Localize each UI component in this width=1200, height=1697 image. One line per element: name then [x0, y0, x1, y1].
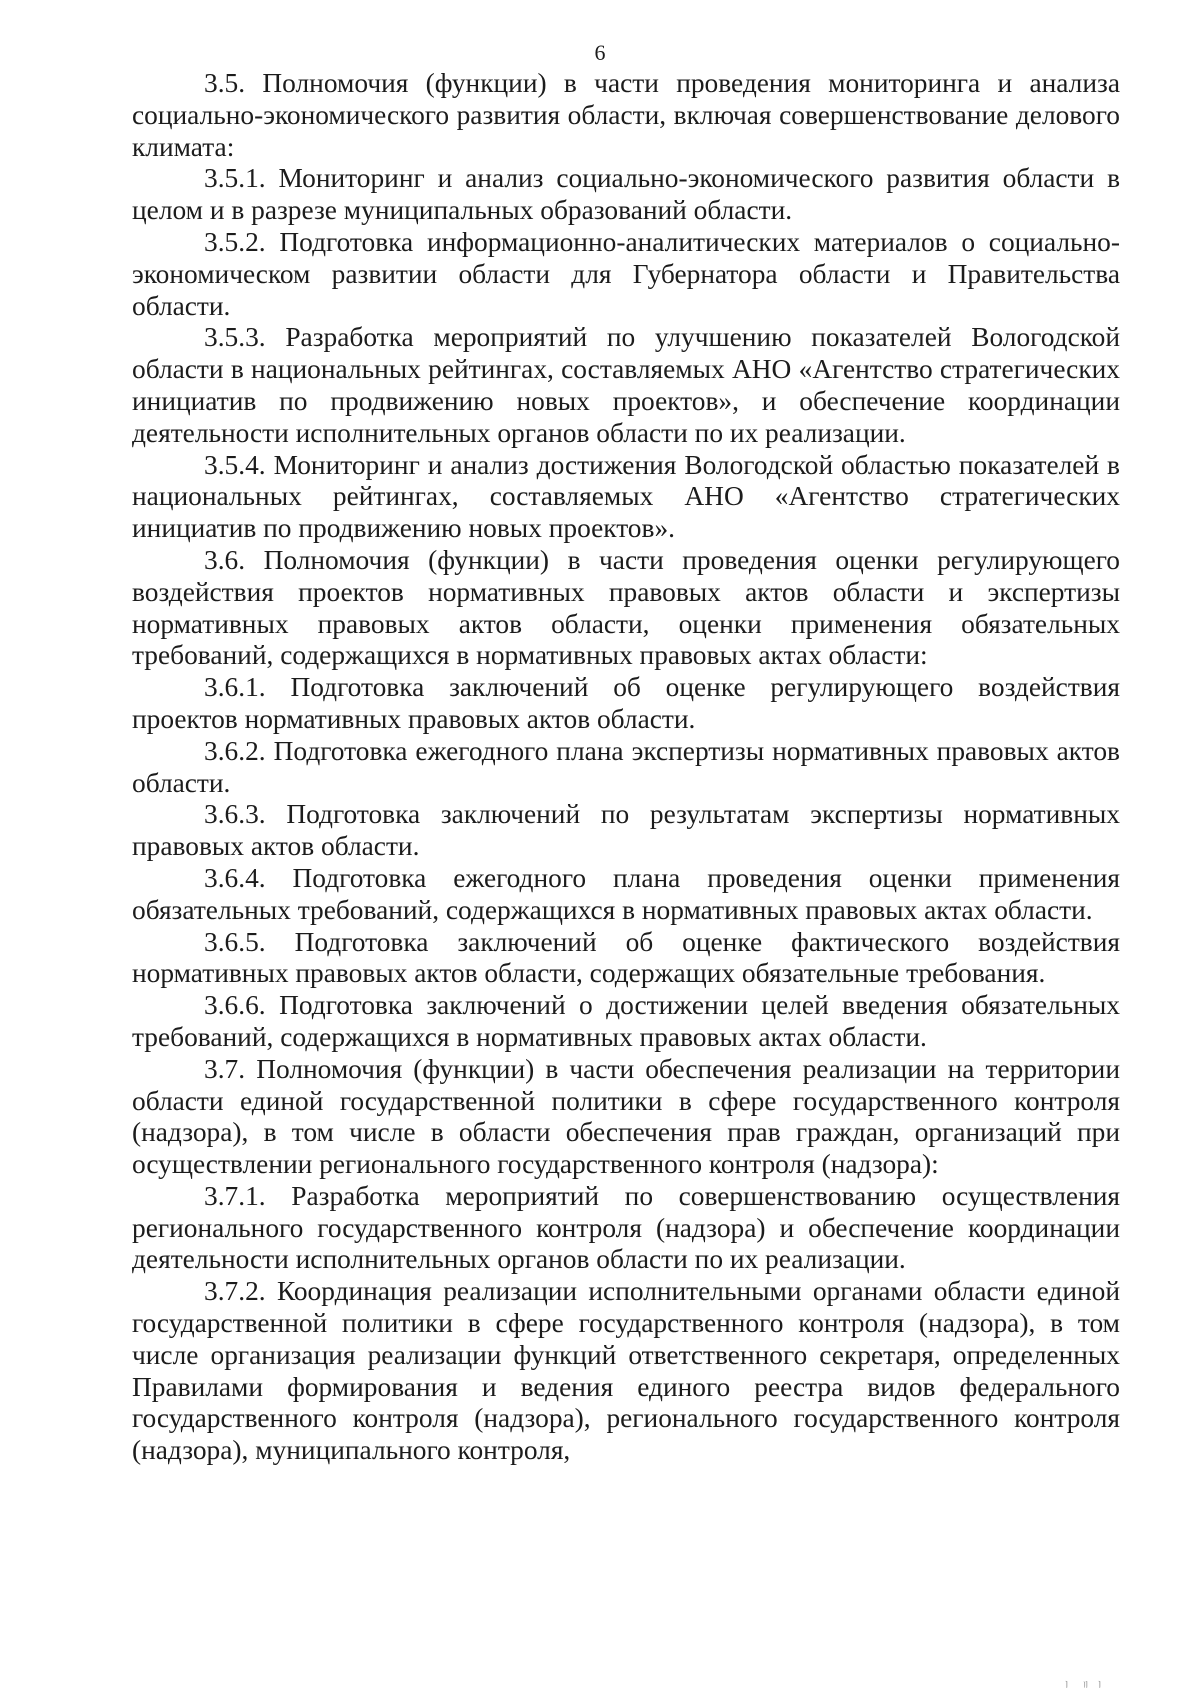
paragraph-3-7: 3.7. Полномочия (функции) в части обеспечения реализации на территории области единой государственной политики в сфере государственного контроля (надзора), в том числе в области обеспечения прав граждан, организаций при осуществлении регионального государственного контроля (надзора): — [132, 1053, 1120, 1180]
paragraph-3-7-1: 3.7.1. Разработка мероприятий по совершенствованию осуществления регионального государственного контроля (надзора) и обеспечение координации деятельности исполнительных органов области по их реализации. — [132, 1180, 1120, 1275]
paragraph-3-6-1: 3.6.1. Подготовка заключений об оценке регулирующего воздействия проектов нормативных правовых актов области. — [132, 672, 1120, 734]
paragraph-3-6: 3.6. Полномочия (функции) в части проведения оценки регулирующего воздействия проектов нормативных правовых актов области и экспертизы нормативных правовых актов области, оценки применения обязательных требований, содержащихся в нормативных правовых актах области: — [132, 544, 1120, 671]
paragraph-3-5-3: 3.5.3. Разработка мероприятий по улучшению показателей Вологодской области в национальных рейтингах, составляемых АНО «Агентство стратегических инициатив по продвижению новых проектов», и обеспечение координации деятельности исполнительных органов области по их реализации. — [132, 322, 1120, 448]
paragraph-3-6-2: 3.6.2. Подготовка ежегодного плана экспертизы нормативных правовых актов области. — [132, 735, 1120, 798]
page-number: 6 — [594, 40, 606, 65]
paragraph-3-6-6: 3.6.6. Подготовка заключений о достижении целей введения обязательных требований, содержащихся в нормативных правовых актах области. — [132, 990, 1120, 1052]
paragraph-3-5-1: 3.5.1. Мониторинг и анализ социально-экономического развития области в целом и в разрезе муниципальных образований области. — [132, 163, 1120, 226]
paragraph-3-7-2: 3.7.2. Координация реализации исполнительными органами области единой государственной политики в сфере государственного контроля (надзора), в том числе организация реализации функций ответственного секретаря, определенных Правилами формирования и ведения единого реестра видов федерального государственного контроля (надзора), регионального государственного контроля (надзора), муниципального контроля, — [132, 1276, 1120, 1466]
paragraph-3-5-2: 3.5.2. Подготовка информационно-аналитических материалов о социально-экономическом развитии области для Губернатора области и Правительства области. — [132, 226, 1120, 321]
document-body — [132, 68, 1120, 1467]
paragraph-3-6-4: 3.6.4. Подготовка ежегодного плана проведения оценки применения обязательных требований, содержащихся в нормативных правовых актах области. — [132, 862, 1120, 925]
paragraph-3-6-3: 3.6.3. Подготовка заключений по результатам экспертизы нормативных правовых актов области. — [132, 799, 1120, 862]
paragraph-3-5-4: 3.5.4. Мониторинг и анализ достижения Вологодской областью показателей в национальных рейтингах, составляемых АНО «Агентство стратегических инициатив по продвижению новых проектов». — [132, 449, 1120, 544]
paragraph-3-5: 3.5. Полномочия (функции) в части проведения мониторинга и анализа социально-экономического развития области, включая совершенствование делового климата: — [132, 68, 1120, 162]
paragraph-3-6-5: 3.6.5. Подготовка заключений об оценке фактического воздействия нормативных правовых актов области, содержащих обязательные требования. — [132, 926, 1120, 989]
scan-artifact-mark: ᅵ ᅵᅵᅵ — [1057, 1680, 1104, 1694]
